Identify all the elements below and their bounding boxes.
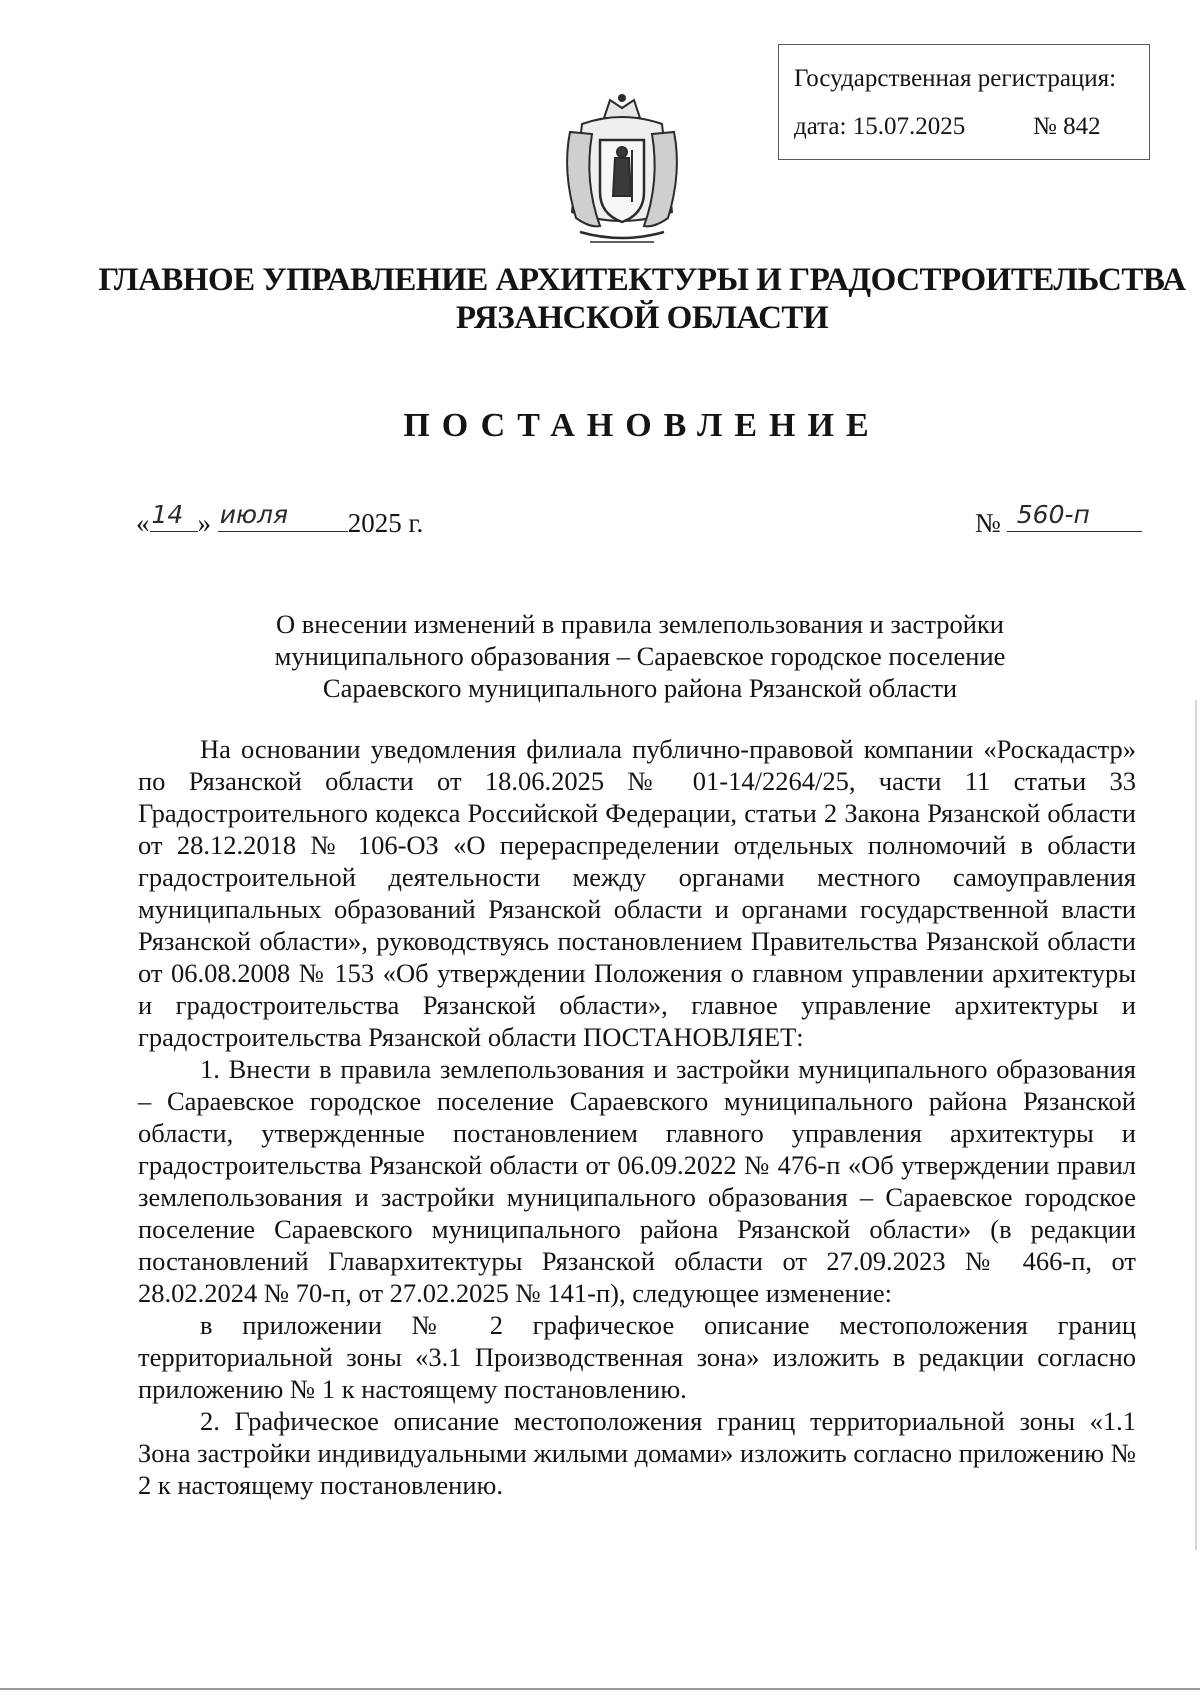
document-date [136, 500, 424, 539]
date-open-quote: « [136, 508, 150, 538]
registration-title: Государственная регистрация: [794, 65, 1117, 92]
body-paragraph-amendment: в приложении № 2 графическое описание местоположения границ территориальной зоны «3.1 Производственная зона» изложить в редакции согласно приложению № 1 к настоящему постановлению. [138, 1310, 1136, 1404]
subject-line: Сараевского муниципального района Рязанской области [322, 673, 958, 703]
registration-date: дата: 15.07.2025 [794, 113, 966, 140]
date-year: 2025 г. [347, 508, 424, 538]
body-paragraph-preamble: На основании уведомления филиала публично-правовой компании «Роскадастр» по Рязанской области от 18.06.2025 № 01-14/2264/25, части 11 статьи 33 Градостроительного кодекса Российской Федерации, статьи 2 Закона Рязанской области от 28.12.2018 № 106-ОЗ «О перераспределении отдельных полномочий в области градостроительной деятельности между органами местного самоуправления муниципальных образований Рязанской области и органами государственной власти Рязанской области», руководствуясь постановлением Правительства Рязанской области от 06.08.2008 № 153 «Об утверждении Положения о главном управлении архитектуры и градостроительства Рязанской области», главное управление архитектуры и градостроительства Рязанской области ПОСТАНОВЛЯЕТ: [138, 734, 1136, 1052]
subject-line: муниципального образования – Сараевское городское поселение [274, 641, 1006, 671]
document-number [975, 500, 1142, 539]
registration-stamp [778, 44, 1150, 160]
coat-of-arms-icon [560, 92, 684, 252]
scan-edge-mark [1195, 700, 1197, 1550]
registration-number: № 842 [1033, 113, 1101, 140]
document-type-heading: ПОСТАНОВЛЕНИЕ [403, 407, 881, 444]
document-body [138, 733, 1136, 1501]
document-subject [140, 608, 1140, 704]
body-paragraph-item-1: 1. Внести в правила землепользования и застройки муниципального образования – Сараевское городское поселение Сараевского муниципального района Рязанской области, утвержденные постановлением главного управления архитектуры и градостроительства Рязанской области от 06.09.2022 № 476-п «Об утверждении правил землепользования и застройки муниципального образования – Сараевское городское поселение Сараевского муниципального района Рязанской области» (в редакции постановлений Главархитектуры Рязанской области от 27.09.2023 № 466-п, от 28.02.2024 № 70-п, от 27.02.2025 № 141-п), следующее изменение: [138, 1054, 1136, 1308]
document-number-label: № [975, 508, 1001, 538]
scan-bottom-line [0, 1688, 1200, 1690]
date-day-handwritten: 14 [151, 500, 184, 529]
organization-name-line2: РЯЗАНСКОЙ ОБЛАСТИ [455, 300, 829, 336]
date-close-quote: » [197, 508, 211, 538]
date-month-handwritten: июля [219, 500, 289, 529]
body-paragraph-item-2: 2. Графическое описание местоположения границ территориальной зоны «1.1 Зона застройки индивидуальными жилыми домами» изложить согласно приложению № 2 к настоящему постановлению. [138, 1406, 1136, 1500]
organization-name-line1: ГЛАВНОЕ УПРАВЛЕНИЕ АРХИТЕКТУРЫ И ГРАДОСТРОИТЕЛЬСТВА [98, 262, 1186, 298]
subject-line: О внесении изменений в правила землепользования и застройки [276, 609, 1004, 639]
document-number-handwritten: 560-п [1016, 500, 1090, 529]
